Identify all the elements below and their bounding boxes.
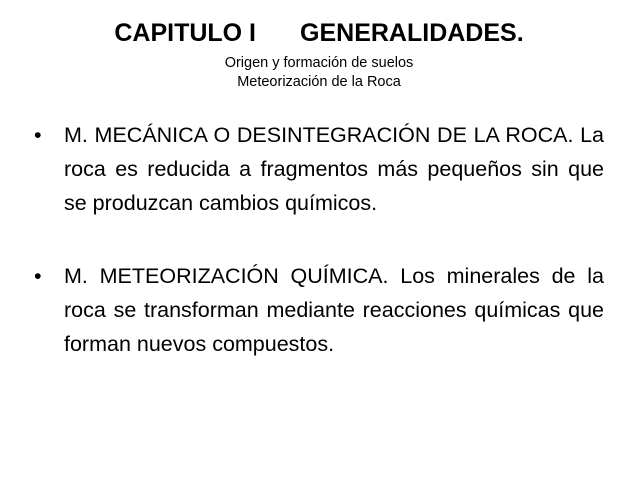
title-chapter: CAPITULO I (114, 19, 257, 47)
title-block (0, 18, 638, 92)
title-topic: GENERALIDADES. (300, 19, 524, 47)
bullet-text: M. METEORIZACIÓN QUÍMICA. Los minerales de la roca se transforman mediante reacciones químicas que forman nuevos compuestos. (64, 264, 604, 356)
slide-title (0, 18, 638, 48)
bullet-chemical (34, 259, 604, 361)
subtitle-weathering: Meteorización de la Roca (237, 74, 401, 90)
bullet-text: M. MECÁNICA O DESINTEGRACIÓN DE LA ROCA. La roca es reducida a fragmentos más pequeños sin que se produzcan cambios químicos. (64, 123, 604, 215)
bullet-list (34, 118, 604, 361)
bullet-marker: • (34, 123, 42, 147)
subtitle-origin: Origen y formación de suelos (224, 55, 414, 71)
bullet-mechanical (34, 118, 604, 220)
bullet-marker: • (34, 264, 42, 288)
